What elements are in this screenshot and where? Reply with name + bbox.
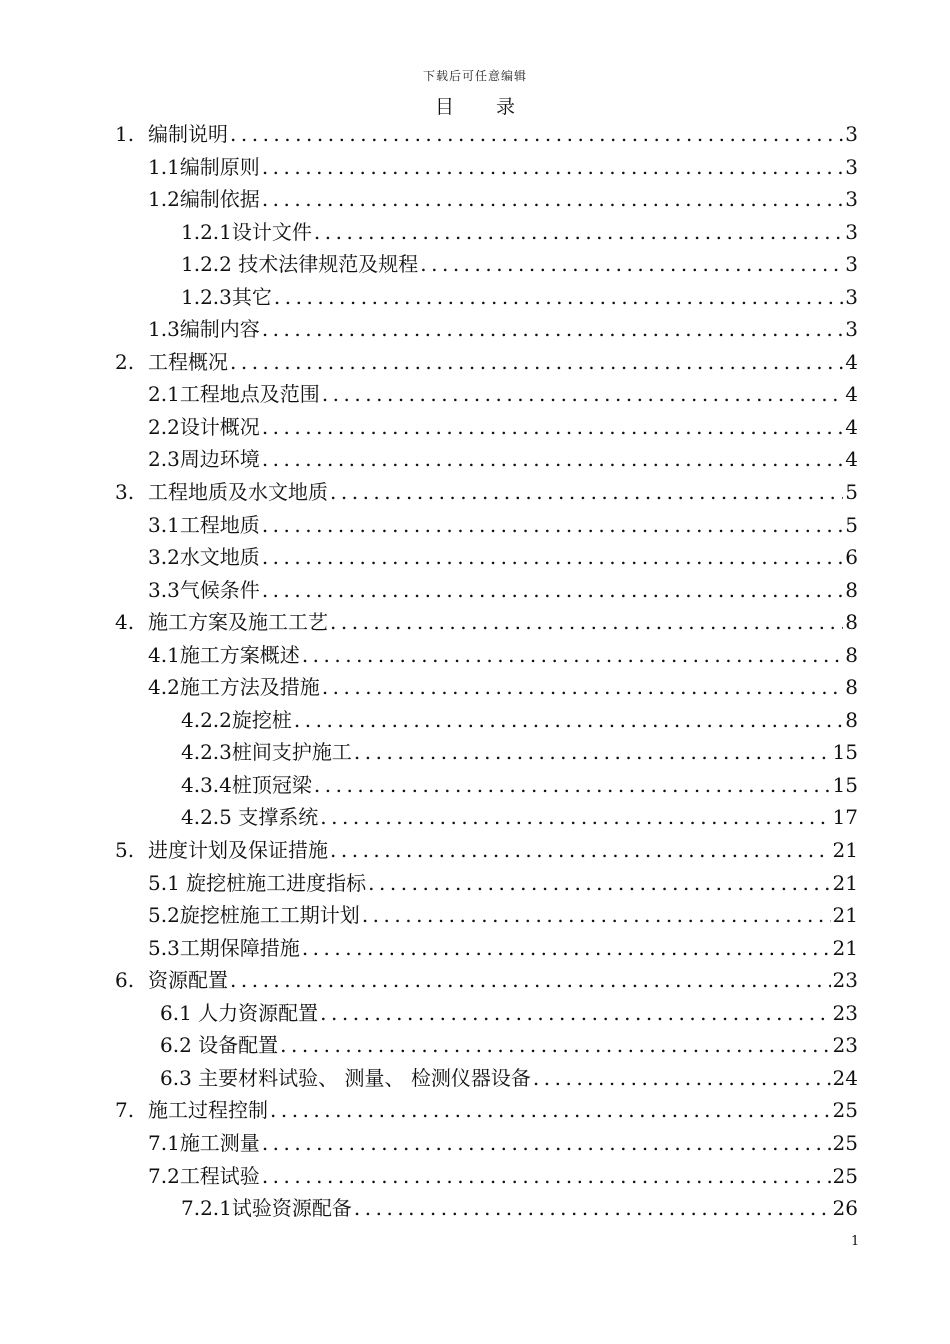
- toc-entry-number: 3.: [115, 480, 135, 505]
- toc-entry-number: 1.2: [148, 187, 180, 212]
- toc-dot-leader: [294, 704, 843, 737]
- toc-entry-number: 5.1: [148, 870, 187, 895]
- toc-entry-title: 工期保障措施: [179, 935, 300, 960]
- toc-entry-title: 编制原则: [179, 154, 260, 179]
- toc-dot-leader: [230, 964, 831, 997]
- toc-entry[interactable]: [0, 574, 950, 607]
- toc-entry-title: 桩间支护施工: [231, 740, 352, 765]
- toc-entry-number: 2.: [115, 349, 135, 374]
- toc-entry-title: 桩顶冠梁: [231, 772, 312, 797]
- toc-entry[interactable]: [0, 476, 950, 509]
- page-number: 1: [851, 1234, 860, 1249]
- toc-entry-title: 工程试验: [179, 1163, 260, 1188]
- toc-dot-leader: [262, 151, 843, 184]
- toc-entry-number: 3.3: [148, 577, 180, 602]
- toc-entry-number: 6.1: [160, 1000, 199, 1025]
- toc-entry-title: 设计概况: [179, 414, 260, 439]
- toc-entry-title: 资源配置: [148, 968, 228, 993]
- toc-entry-number: 7.2.1: [181, 1196, 232, 1221]
- toc-entry-title: 旋挖桩施工进度指标: [186, 870, 367, 895]
- toc-dot-leader: [368, 867, 830, 900]
- toc-entry-page: 8: [845, 577, 858, 602]
- toc-dot-leader: [362, 899, 831, 932]
- toc-entry[interactable]: [0, 964, 950, 997]
- toc-entry[interactable]: [0, 899, 950, 932]
- toc-entry-title: 旋挖桩施工工期计划: [179, 903, 360, 928]
- toc-entry-title: 编制依据: [179, 187, 260, 212]
- toc-entry-number: 3.1: [148, 512, 180, 537]
- toc-entry-number: 1.3: [148, 317, 180, 342]
- toc-entry-number: 4.2: [148, 675, 180, 700]
- toc-entry[interactable]: [0, 183, 950, 216]
- page-header: 下载后可任意编辑: [422, 69, 527, 83]
- toc-entry[interactable]: [0, 997, 950, 1030]
- toc-entry-number: 6.3: [160, 1065, 199, 1090]
- toc-entry-title: 工程地点及范围: [179, 382, 320, 407]
- toc-entry-page: 15: [832, 772, 858, 797]
- toc-title: 目 录: [434, 96, 534, 118]
- toc-entry[interactable]: [0, 313, 950, 346]
- toc-entry-title: 其它: [231, 284, 272, 309]
- toc-dot-leader: [274, 281, 843, 314]
- toc-entry-title: 周边环境: [179, 447, 260, 472]
- toc-entry-page: 5: [845, 512, 858, 537]
- toc-entry-page: 3: [845, 122, 858, 146]
- toc-dot-leader: [262, 1160, 831, 1193]
- toc-entry-page: 3: [845, 154, 858, 179]
- toc-dot-leader: [354, 736, 831, 769]
- toc-entry-number: 1.2.3: [181, 284, 232, 309]
- toc-entry-page: 23: [832, 968, 858, 993]
- toc-entry[interactable]: [0, 1094, 950, 1127]
- toc-entry-page: 6: [845, 545, 858, 570]
- toc-dot-leader: [330, 834, 831, 867]
- toc-dot-leader: [262, 574, 843, 607]
- toc-entry-page: 24: [832, 1065, 858, 1090]
- toc-entry-title: 支撑系统: [238, 805, 319, 830]
- toc-entry[interactable]: [0, 1192, 950, 1225]
- toc-entry-number: 5.: [115, 838, 135, 863]
- toc-entry-number: 7.2: [148, 1163, 180, 1188]
- toc-entry-number: 2.2: [148, 414, 180, 439]
- toc-entry-page: 15: [832, 740, 858, 765]
- toc-entry-title: 设计文件: [231, 219, 312, 244]
- toc-entry[interactable]: [0, 248, 950, 281]
- toc-entry-page: 25: [832, 1098, 858, 1123]
- toc-entry-number: 4.3.4: [181, 772, 232, 797]
- toc-entry[interactable]: [0, 1160, 950, 1193]
- toc-entry-title: 施工测量: [179, 1130, 260, 1155]
- toc-entry-number: 1.2.2: [181, 252, 239, 277]
- toc-entry-page: 3: [845, 317, 858, 342]
- toc-entry-number: 5.2: [148, 903, 180, 928]
- toc-entry-number: 5.3: [148, 935, 180, 960]
- toc-entry[interactable]: [0, 118, 950, 151]
- toc-entry-title: 施工方案及施工工艺: [148, 610, 328, 635]
- toc-entry-page: 5: [845, 480, 858, 505]
- table-of-contents: [0, 118, 950, 1225]
- toc-entry-page: 21: [832, 838, 858, 863]
- toc-entry-page: 8: [845, 642, 858, 667]
- toc-entry-title: 进度计划及保证措施: [148, 838, 328, 863]
- toc-entry[interactable]: [0, 281, 950, 314]
- toc-dot-leader: [302, 639, 843, 672]
- toc-entry[interactable]: [0, 378, 950, 411]
- toc-entry[interactable]: [0, 509, 950, 542]
- toc-entry-number: 1.: [115, 122, 135, 146]
- toc-entry[interactable]: [0, 769, 950, 802]
- toc-entry-number: 3.2: [148, 545, 180, 570]
- toc-dot-leader: [262, 541, 843, 574]
- toc-entry-page: 8: [845, 675, 858, 700]
- toc-entry[interactable]: [0, 867, 950, 900]
- toc-entry-title: 水文地质: [179, 545, 260, 570]
- toc-entry-page: 21: [832, 935, 858, 960]
- toc-entry-title: 设备配置: [198, 1033, 279, 1058]
- toc-entry[interactable]: [0, 704, 950, 737]
- toc-entry-page: 26: [832, 1196, 858, 1221]
- toc-entry-number: 1.2.1: [181, 219, 232, 244]
- toc-entry-page: 3: [845, 284, 858, 309]
- toc-entry-page: 17: [832, 805, 858, 830]
- toc-entry-number: 7.1: [148, 1130, 180, 1155]
- toc-entry[interactable]: [0, 1127, 950, 1160]
- toc-entry[interactable]: [0, 801, 950, 834]
- toc-entry[interactable]: [0, 216, 950, 249]
- toc-entry-number: 4.2.2: [181, 707, 232, 732]
- toc-entry-number: 4.2.5: [181, 805, 239, 830]
- toc-entry-number: 1.1: [148, 154, 180, 179]
- toc-entry[interactable]: [0, 151, 950, 184]
- toc-entry-number: 4.2.3: [181, 740, 232, 765]
- toc-entry-title: 工程概况: [148, 349, 228, 374]
- toc-entry-number: 7.: [115, 1098, 135, 1123]
- toc-entry-title: 施工方法及措施: [179, 675, 320, 700]
- toc-dot-leader: [270, 1094, 831, 1127]
- toc-entry-title: 试验资源配备: [231, 1196, 352, 1221]
- toc-dot-leader: [230, 118, 843, 151]
- toc-entry-number: 4.1: [148, 642, 180, 667]
- toc-entry[interactable]: [0, 1029, 950, 1062]
- toc-entry-page: 21: [832, 870, 858, 895]
- toc-dot-leader: [420, 248, 843, 281]
- toc-dot-leader: [280, 1029, 830, 1062]
- toc-dot-leader: [320, 997, 830, 1030]
- toc-entry-page: 3: [845, 187, 858, 212]
- toc-entry-page: 3: [845, 219, 858, 244]
- toc-entry-title: 主要材料试验、 测量、 检测仪器设备: [198, 1065, 531, 1090]
- toc-entry-number: 4.: [115, 610, 135, 635]
- toc-dot-leader: [262, 313, 843, 346]
- toc-entry-title: 气候条件: [179, 577, 260, 602]
- toc-dot-leader: [322, 378, 843, 411]
- toc-entry-title: 施工过程控制: [148, 1098, 268, 1123]
- toc-entry[interactable]: [0, 639, 950, 672]
- toc-dot-leader: [314, 769, 831, 802]
- toc-entry[interactable]: [0, 443, 950, 476]
- toc-entry-title: 旋挖桩: [231, 707, 292, 732]
- toc-entry-page: 3: [845, 252, 858, 277]
- toc-entry-title: 技术法律规范及规程: [238, 252, 419, 277]
- toc-entry[interactable]: [0, 411, 950, 444]
- toc-entry-page: 4: [845, 414, 858, 439]
- toc-entry-page: 21: [832, 903, 858, 928]
- toc-dot-leader: [230, 346, 843, 379]
- toc-entry-page: 4: [845, 447, 858, 472]
- toc-entry-title: 编制内容: [179, 317, 260, 342]
- toc-dot-leader: [354, 1192, 831, 1225]
- toc-entry-number: 2.1: [148, 382, 180, 407]
- toc-entry[interactable]: [0, 346, 950, 379]
- toc-entry[interactable]: [0, 932, 950, 965]
- toc-entry-page: 23: [832, 1000, 858, 1025]
- toc-dot-leader: [314, 216, 843, 249]
- toc-dot-leader: [320, 801, 830, 834]
- toc-dot-leader: [262, 411, 843, 444]
- toc-dot-leader: [302, 932, 831, 965]
- toc-entry[interactable]: [0, 736, 950, 769]
- toc-entry-number: 6.: [115, 968, 135, 993]
- toc-entry[interactable]: [0, 834, 950, 867]
- toc-entry-number: 6.2: [160, 1033, 199, 1058]
- toc-dot-leader: [262, 1127, 831, 1160]
- toc-entry-number: 2.3: [148, 447, 180, 472]
- toc-entry-page: 25: [832, 1163, 858, 1188]
- toc-dot-leader: [533, 1062, 831, 1095]
- toc-entry[interactable]: [0, 541, 950, 574]
- toc-entry[interactable]: [0, 1062, 950, 1095]
- toc-entry[interactable]: [0, 671, 950, 704]
- toc-entry-page: 23: [832, 1033, 858, 1058]
- toc-dot-leader: [262, 183, 843, 216]
- toc-dot-leader: [330, 606, 843, 639]
- toc-entry-page: 4: [845, 382, 858, 407]
- toc-entry-title: 人力资源配置: [198, 1000, 319, 1025]
- toc-dot-leader: [262, 509, 843, 542]
- toc-entry-page: 25: [832, 1130, 858, 1155]
- toc-entry-title: 施工方案概述: [179, 642, 300, 667]
- toc-entry-title: 工程地质: [179, 512, 260, 537]
- toc-dot-leader: [330, 476, 843, 509]
- toc-dot-leader: [322, 671, 843, 704]
- toc-entry-title: 工程地质及水文地质: [148, 480, 328, 505]
- toc-entry-page: 4: [845, 349, 858, 374]
- toc-entry-page: 8: [845, 707, 858, 732]
- toc-dot-leader: [262, 443, 843, 476]
- toc-entry-page: 8: [845, 610, 858, 635]
- toc-entry-title: 编制说明: [148, 122, 228, 146]
- toc-entry[interactable]: [0, 606, 950, 639]
